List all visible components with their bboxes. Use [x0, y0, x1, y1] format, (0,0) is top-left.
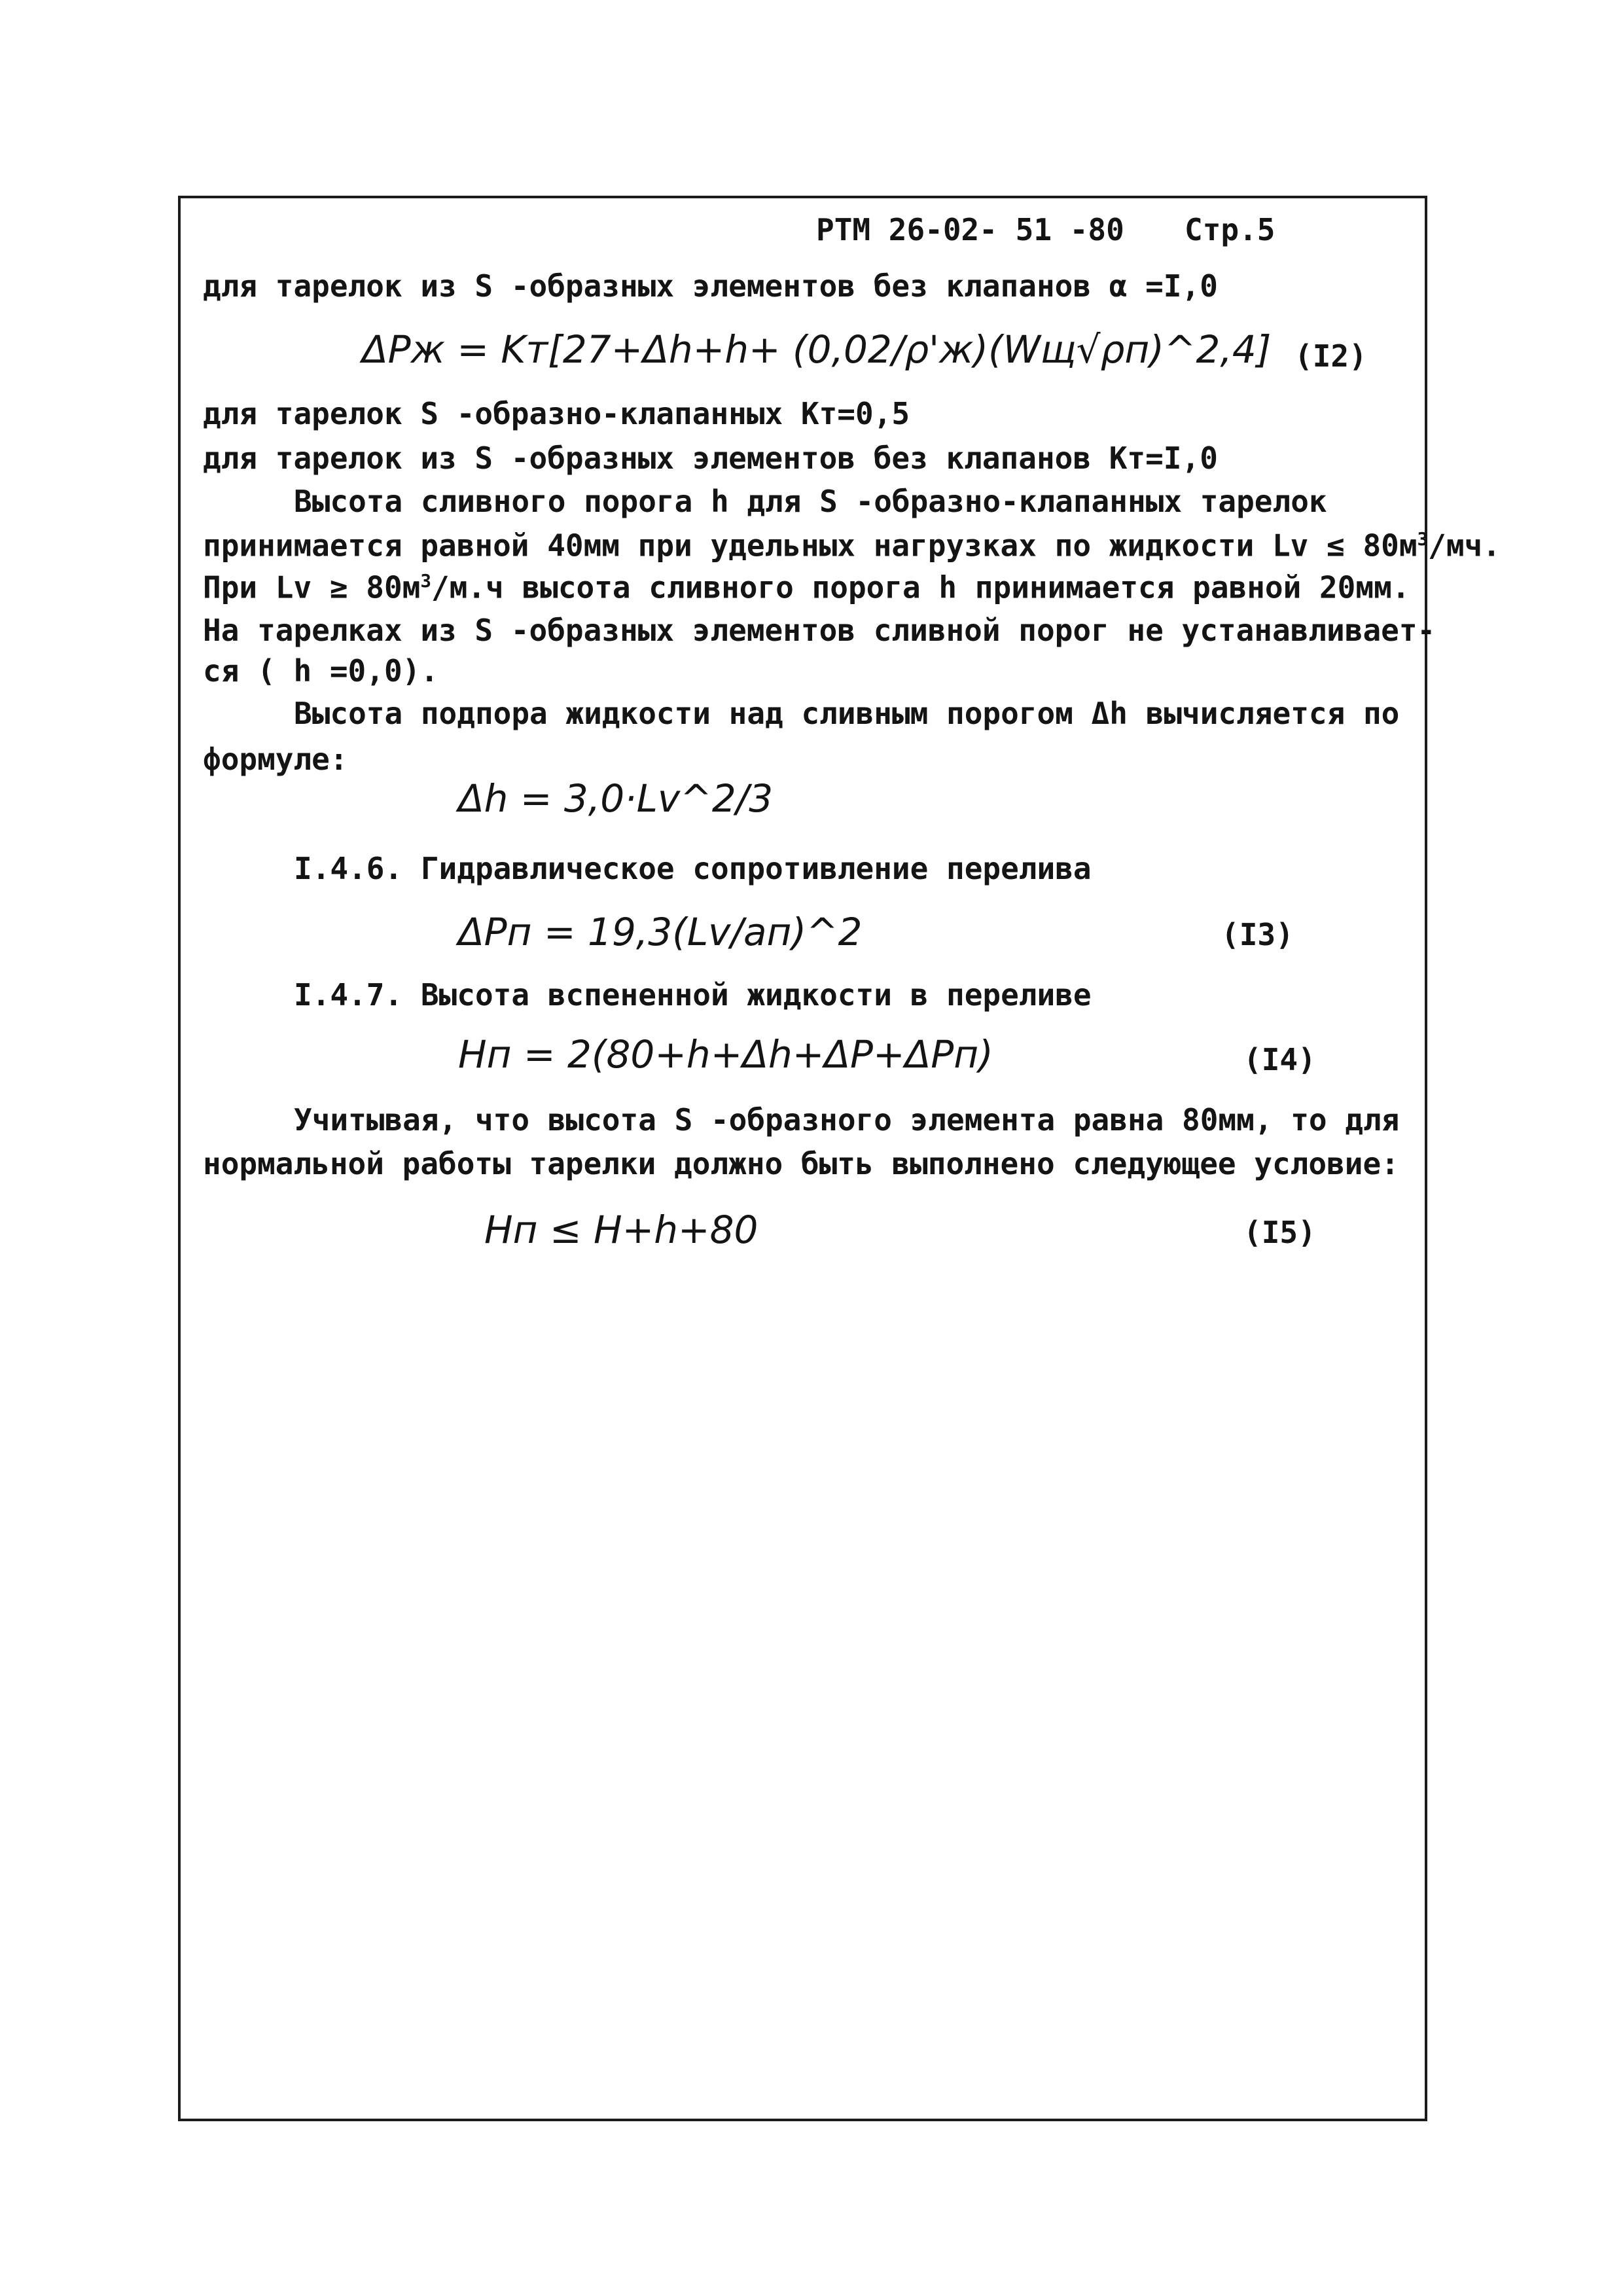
formula-13-number: (I3): [1221, 917, 1294, 952]
formula-13: ΔPп = 19,3(Lv/aп)^2: [458, 910, 863, 954]
text-line-part: /м.ч высота сливного порога h принимается равной 20мм.: [431, 569, 1410, 605]
doc-code: РТМ 26-02- 51 -80: [816, 212, 1124, 247]
text-line-part: При Lv ≥ 80м: [203, 569, 421, 605]
formula-14-number: (I4): [1243, 1042, 1316, 1077]
text-line: для тарелок S -образно-клапанных Кт=0,5: [203, 396, 910, 431]
text-line: Высота подпора жидкости над сливным порогом Δh вычисляется по: [294, 696, 1400, 731]
formula-dh: Δh = 3,0·Lv^2/3: [458, 776, 774, 821]
text-line-part: /мч.: [1428, 528, 1501, 564]
page-number: Стр.5: [1185, 212, 1275, 247]
text-line-part: принимается равной 40мм при удельных нагрузках по жидкости Lv ≤ 80м: [203, 528, 1418, 564]
formula-15: Hп ≤ H+h+80: [484, 1208, 758, 1252]
section-heading: I.4.6. Гидравлическое сопротивление перелива: [294, 851, 1092, 886]
formula-15-number: (I5): [1243, 1215, 1316, 1250]
text-line: [203, 528, 1501, 564]
text-line: нормальной работы тарелки должно быть выполнено следующее условие:: [203, 1146, 1399, 1181]
formula-12: ΔPж = Kт[27+Δh+h+ (0,02/ρ'ж)(Wщ√ρп)^2,4]: [362, 327, 1272, 372]
text-line: для тарелок из S -образных элементов без клапанов Кт=I,0: [203, 440, 1218, 476]
formula-14: Hп = 2(80+h+Δh+ΔP+ΔPп): [458, 1032, 993, 1077]
text-line: Учитывая, что высота S -образного элемента равна 80мм, то для: [294, 1102, 1400, 1138]
text-line: Высота сливного порога h для S -образно-клапанных тарелок: [294, 484, 1327, 519]
superscript: 3: [420, 570, 431, 592]
text-line: ся ( h =0,0).: [203, 653, 439, 689]
formula-12-number: (I2): [1294, 338, 1367, 374]
text-line: формуле:: [203, 742, 348, 777]
text-line: На тарелках из S -образных элементов сливной порог не устанавливает-: [203, 613, 1436, 648]
text-line: для тарелок из S -образных элементов без клапанов α =I,0: [203, 268, 1218, 304]
section-heading: I.4.7. Высота вспененной жидкости в переливе: [294, 977, 1092, 1013]
text-line: [203, 569, 1410, 605]
superscript: 3: [1417, 528, 1429, 550]
